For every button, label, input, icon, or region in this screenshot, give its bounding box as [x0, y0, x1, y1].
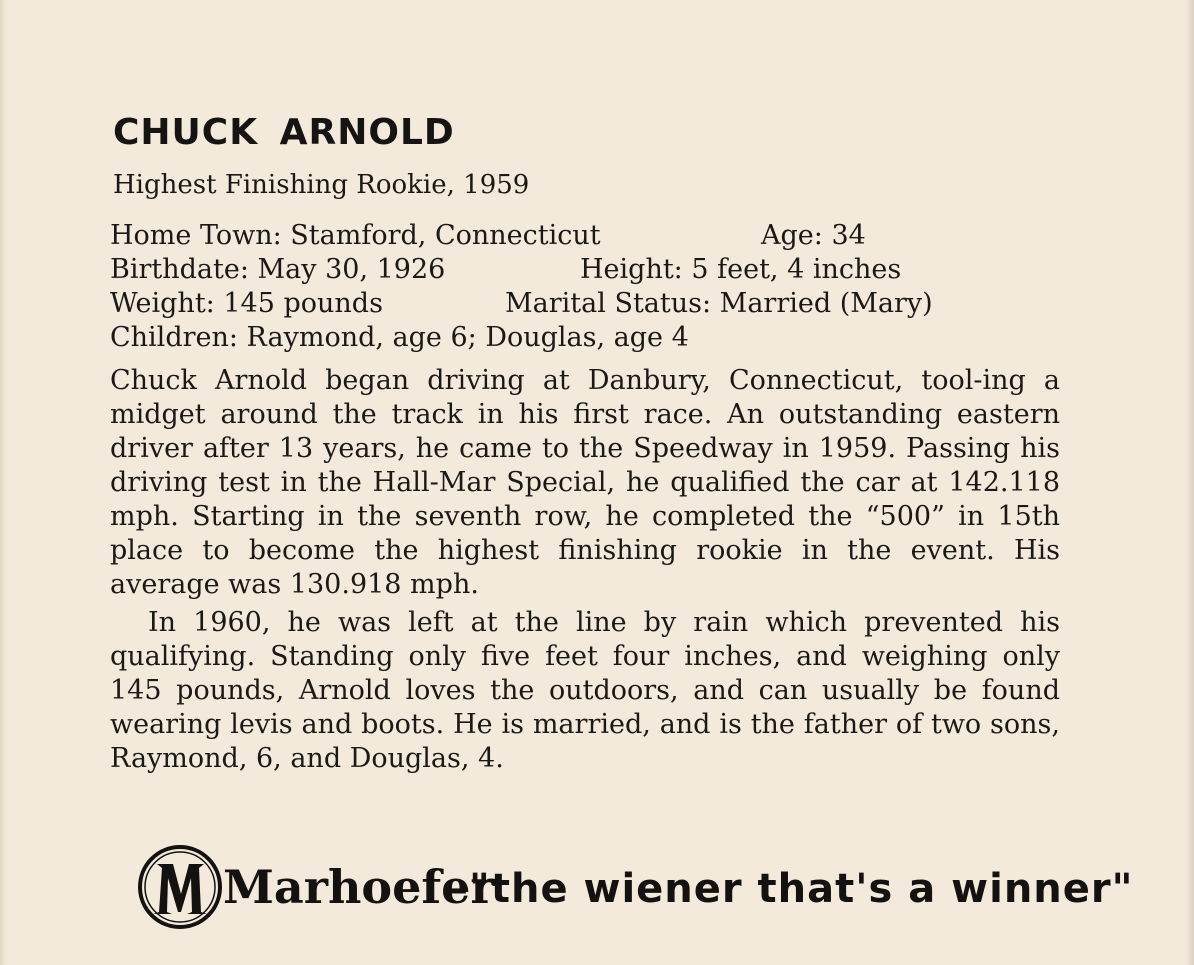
card-edge-left: [0, 0, 6, 965]
bio-block: [110, 364, 1060, 776]
stat-marital: Marital Status: Married (Mary): [505, 288, 933, 319]
marhoefer-m-logo-icon: [135, 842, 225, 932]
driver-subtitle: Highest Finishing Rookie, 1959: [113, 170, 530, 200]
brand-slogan: –"the wiener that's a winner": [448, 866, 1134, 912]
driver-name: CHUCK ARNOLD: [113, 112, 455, 153]
sponsor-footer: [135, 842, 1134, 934]
stat-birthdate: Birthdate: May 30, 1926: [110, 254, 446, 285]
card-edge-right: [1186, 0, 1194, 965]
stat-children: Children: Raymond, age 6; Douglas, age 4: [110, 322, 689, 353]
stat-height: Height: 5 feet, 4 inches: [580, 254, 902, 285]
brand-name: Marhoefer: [223, 860, 495, 914]
stat-weight: Weight: 145 pounds: [110, 288, 383, 319]
bio-paragraph-1: Chuck Arnold began driving at Danbury, Connecticut, tool-ing a midget around the track in his first race. An outstanding eastern driver after 13 years, he came to the Speedway in 1959. Passing his driving test in the Hall-Mar Special, he qualified the car at 142.118 mph. Starting in the seventh row, he completed the “500” in 15th place to become the highest finishing rookie in the event. His average was 130.918 mph.: [110, 365, 1060, 600]
stat-hometown: Home Town: Stamford, Connecticut: [110, 220, 601, 251]
stat-age: Age: 34: [761, 220, 866, 251]
bio-paragraph-2: In 1960, he was left at the line by rain which prevented his qualifying. Standing only five feet four inches, and weighing only 145 pounds, Arnold loves the outdoors, and can usually be found wearing levis and boots. He is married, and is the father of two sons, Raymond, 6, and Douglas, 4.: [110, 607, 1060, 774]
